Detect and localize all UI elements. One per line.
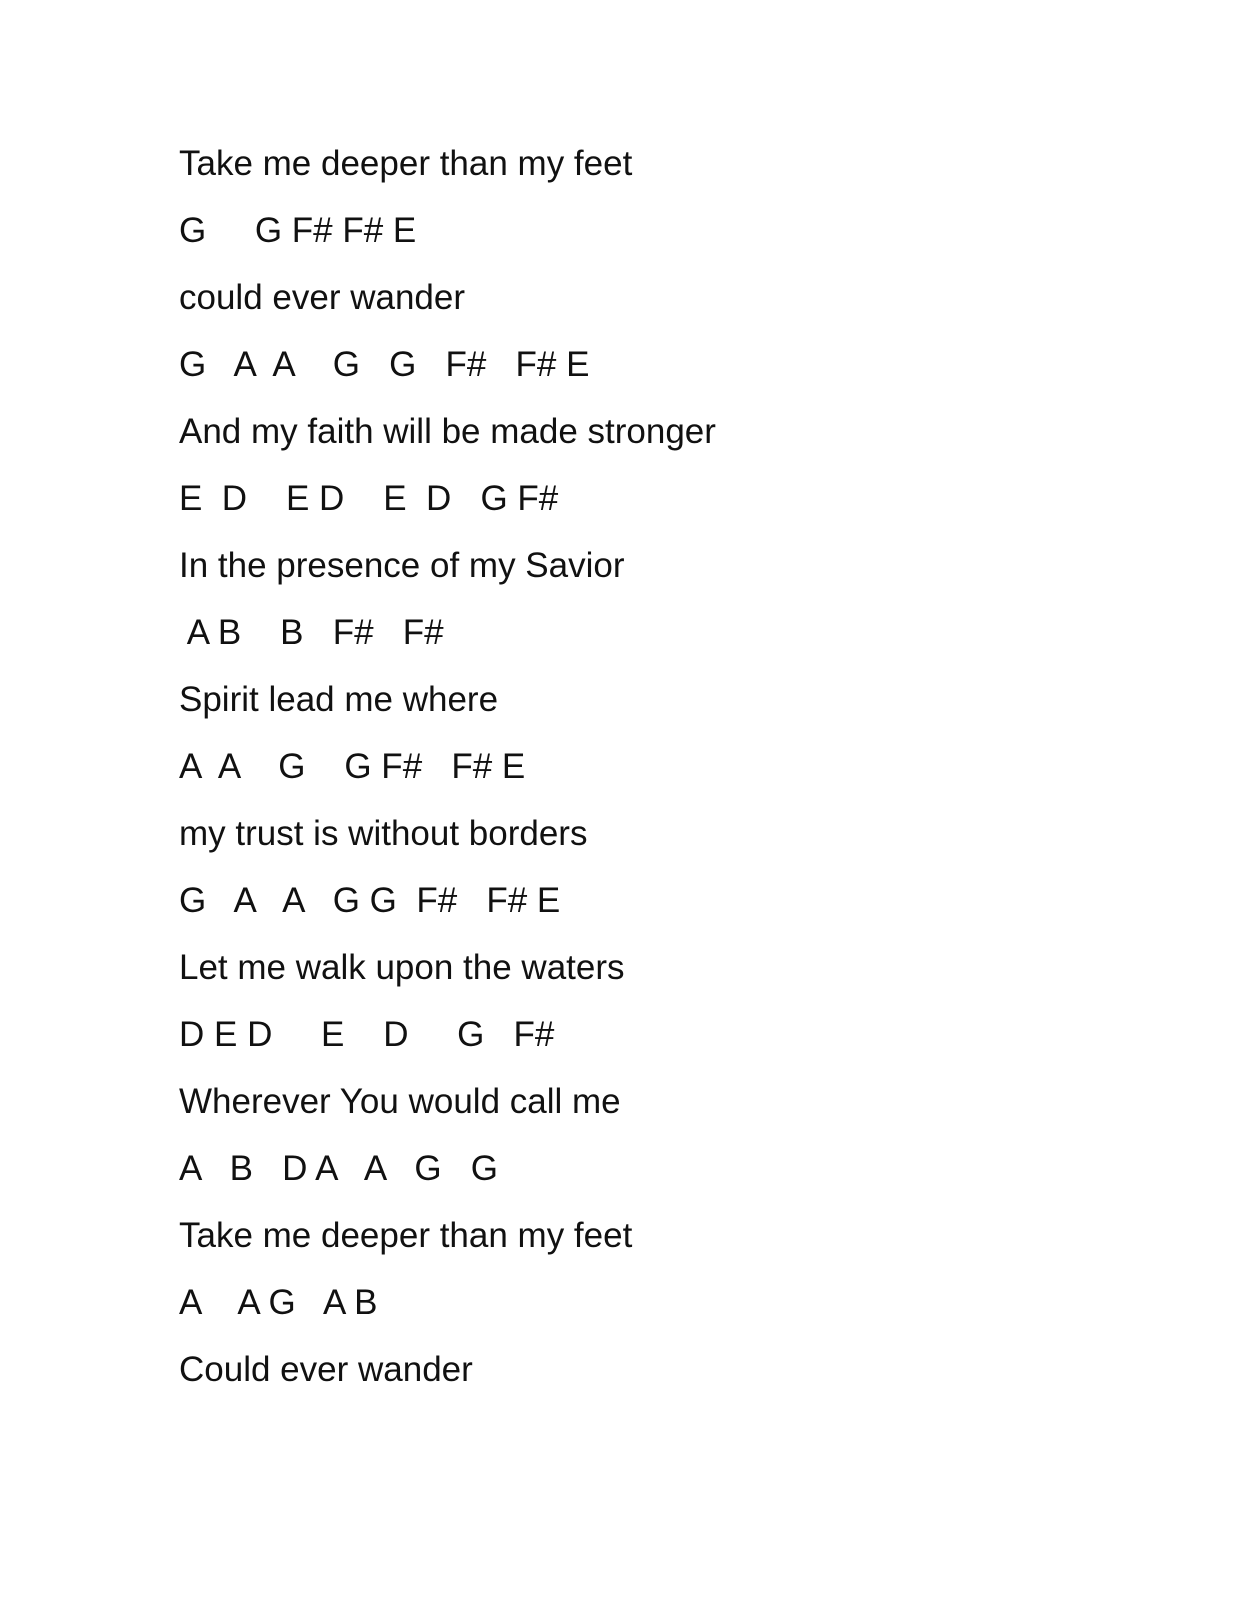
notes-line: D E D E D G F#	[179, 1015, 555, 1054]
lyric-line: In the presence of my Savior	[179, 546, 625, 585]
notes-line: A A G A B	[179, 1283, 378, 1322]
lyric-line: could ever wander	[179, 278, 465, 317]
notes-line: G A A G G F# F# E	[179, 881, 561, 920]
lyric-line: Let me walk upon the waters	[179, 948, 625, 987]
notes-line: A A G G F# F# E	[179, 747, 526, 786]
lyric-line: Take me deeper than my feet	[179, 1216, 633, 1255]
lyric-line: And my faith will be made stronger	[179, 412, 716, 451]
lyrics-notes-sheet	[179, 142, 1079, 1415]
notes-line: E D E D E D G F#	[179, 479, 559, 518]
notes-line: A B B F# F#	[179, 613, 444, 652]
lyric-line: Take me deeper than my feet	[179, 144, 633, 183]
notes-line: A B D A A G G	[179, 1149, 499, 1188]
notes-line: G A A G G F# F# E	[179, 345, 590, 384]
lyric-line: Could ever wander	[179, 1350, 473, 1389]
notes-line: G G F# F# E	[179, 211, 417, 250]
lyric-line: Wherever You would call me	[179, 1082, 621, 1121]
lyric-line: my trust is without borders	[179, 814, 588, 853]
lyric-line: Spirit lead me where	[179, 680, 499, 719]
